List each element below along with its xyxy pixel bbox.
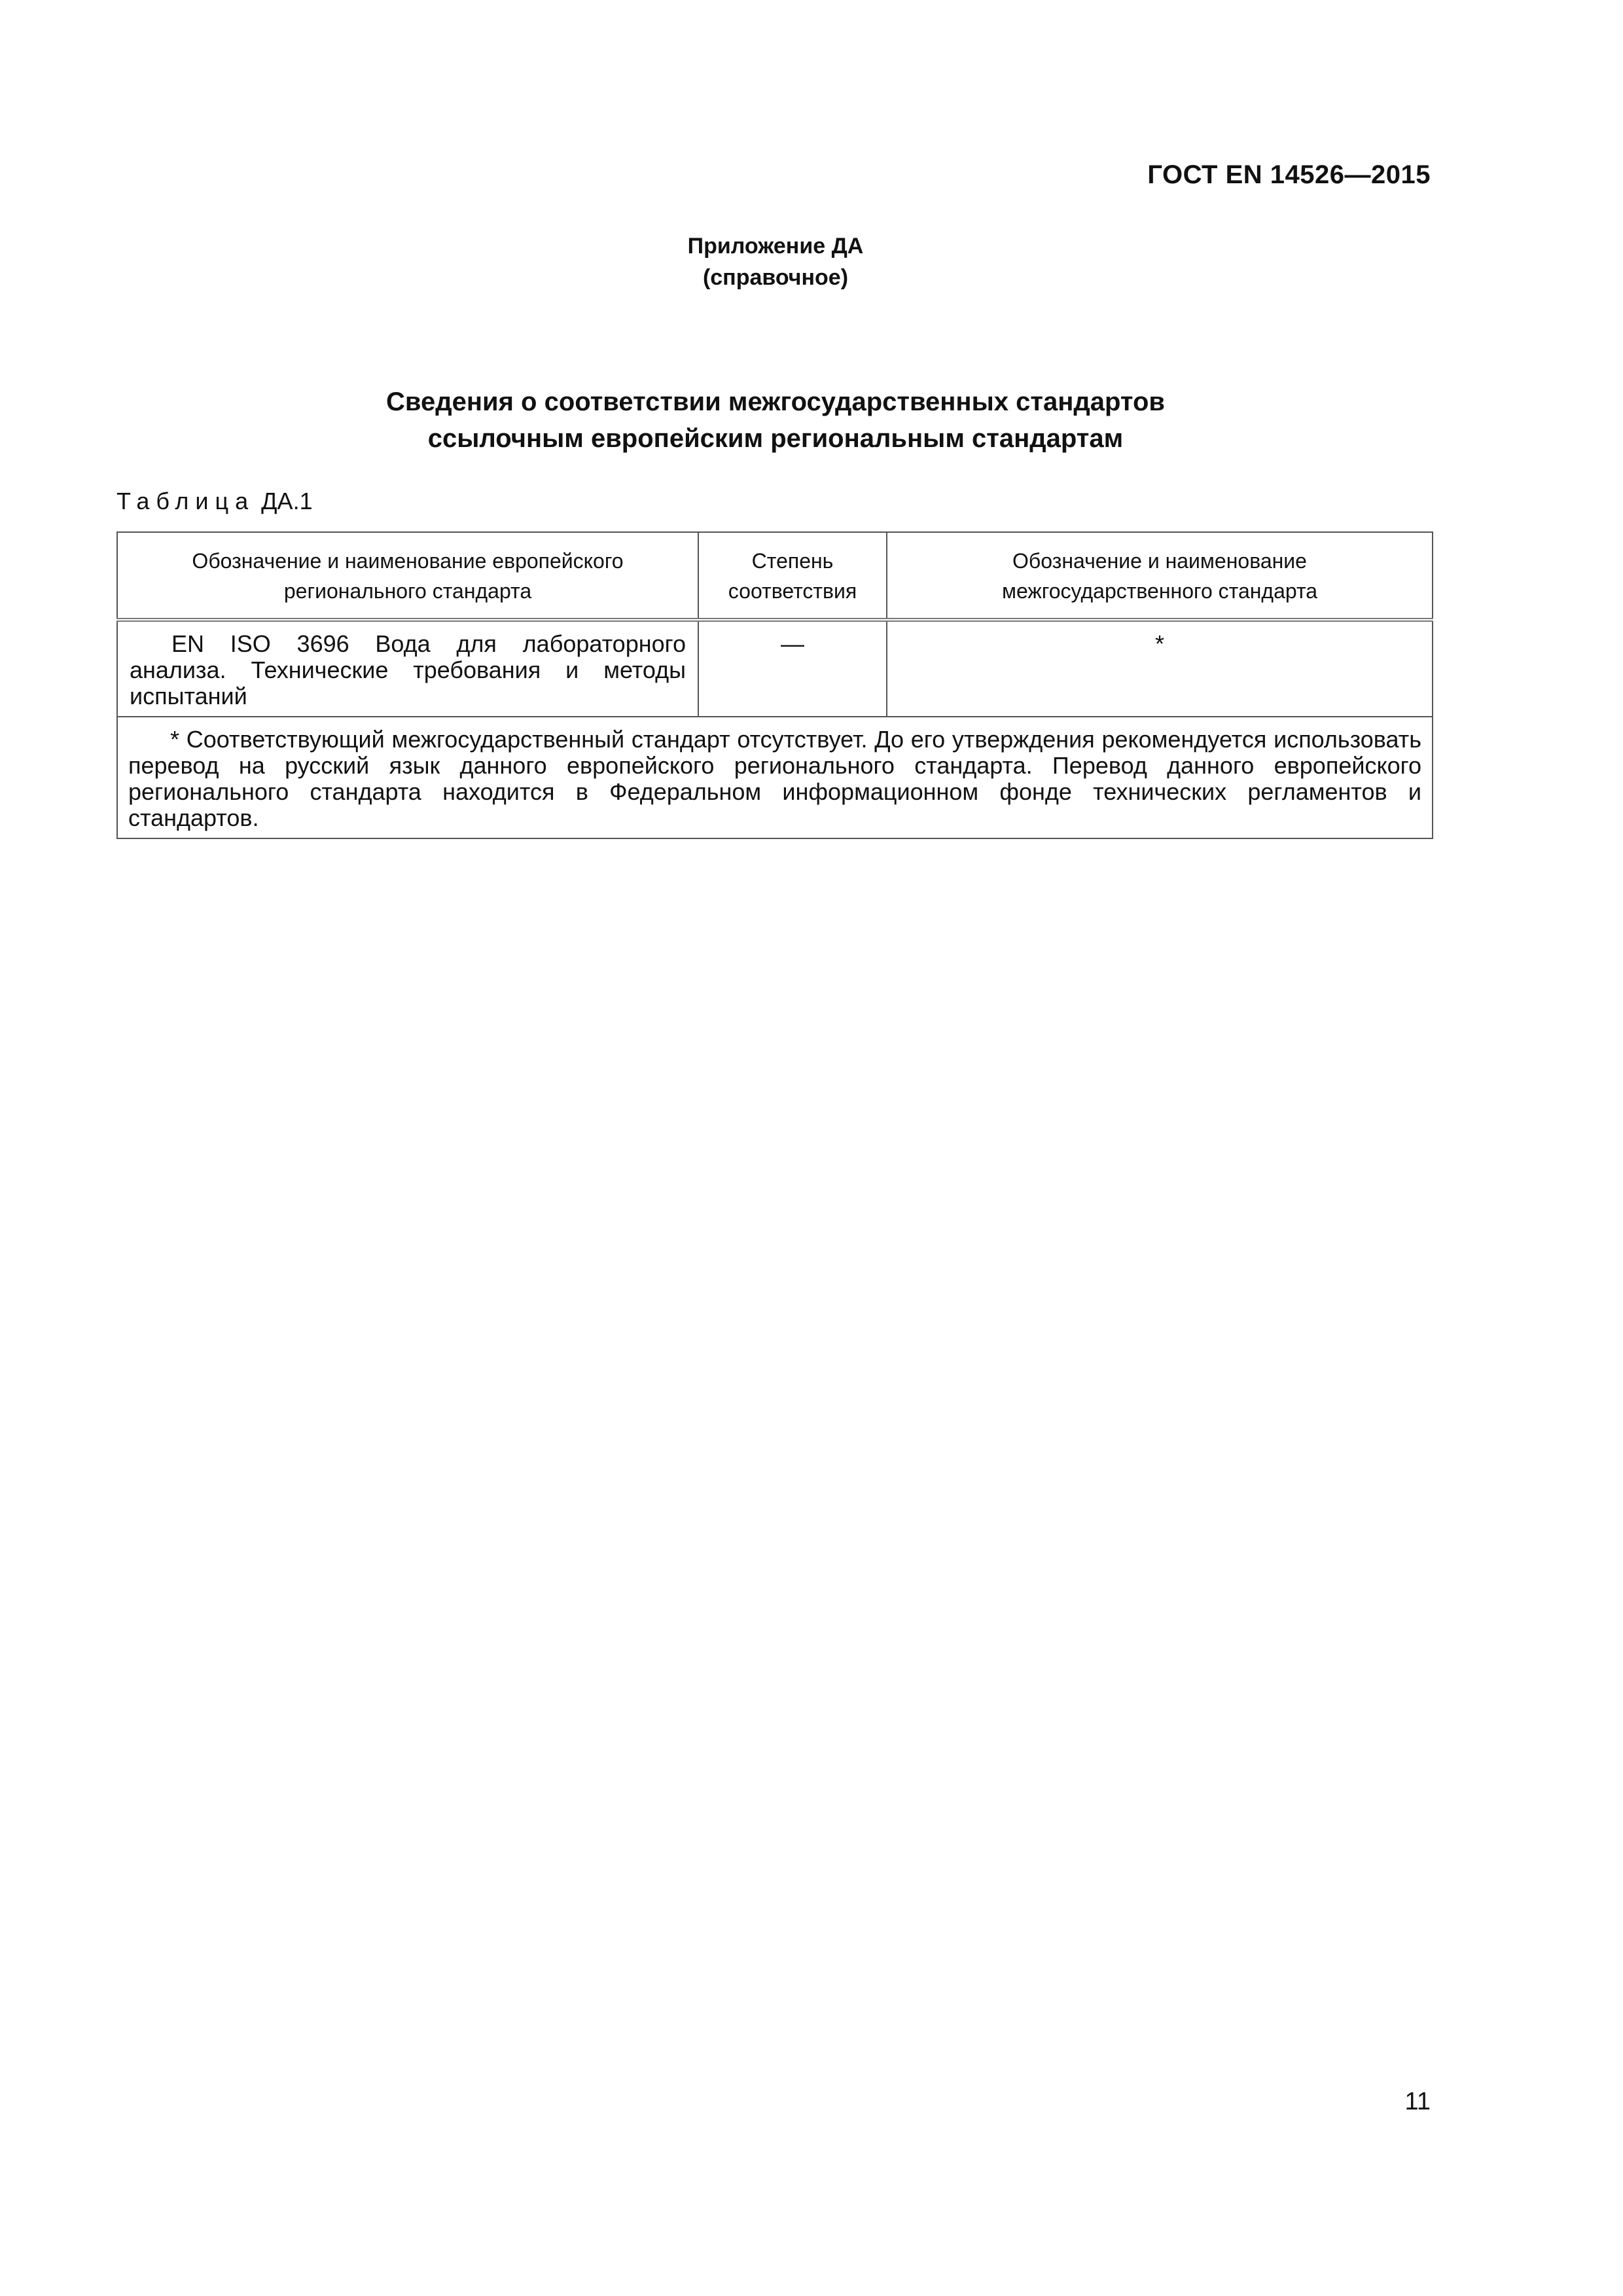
table-label-prefix: Таблица — [116, 488, 255, 514]
header-col1-line-1: Обозначение и наименование европейского — [192, 549, 624, 573]
table-footnote — [117, 717, 1433, 838]
header-col1-line-2: регионального стандарта — [283, 579, 532, 603]
table-footnote-row — [117, 717, 1433, 838]
header-degree — [698, 532, 887, 620]
correspondence-table — [116, 531, 1433, 839]
table-row — [117, 620, 1433, 717]
header-european-standard — [117, 532, 698, 620]
header-col2-line-2: соответствия — [728, 579, 857, 603]
header-col3-line-1: Обозначение и наименование — [1012, 549, 1307, 573]
document-code: ГОСТ EN 14526—2015 — [1147, 160, 1431, 189]
table-label — [116, 488, 313, 515]
section-heading-line-1: Сведения о соответствии межгосударственных стандартов — [386, 387, 1165, 416]
appendix-title: Приложение ДА — [687, 234, 864, 259]
header-interstate-standard — [887, 532, 1433, 620]
section-heading-line-2: ссылочным европейским региональным стандартам — [427, 424, 1124, 453]
table-label-number: ДА.1 — [261, 488, 313, 514]
section-heading — [0, 384, 1551, 457]
appendix-title-block — [0, 230, 1551, 293]
cell-european-standard — [117, 620, 698, 717]
page-number: 11 — [1404, 2088, 1431, 2115]
footnote-text: * Соответствующий межгосударственный стандарт отсутствует. До его утверждения рекомендуется использовать перевод на русский язык данного европейского регионального стандарта. Перевод данного европейского регионального стандарта находится в Федеральном информационном фонде технических регламентов и стандартов. — [128, 726, 1421, 831]
header-col2-line-1: Степень — [751, 549, 834, 573]
header-col3-line-2: межгосударственного стандарта — [1001, 579, 1318, 603]
table-header-row — [117, 532, 1433, 620]
european-standard-text: EN ISO 3696 Вода для лабораторного анализа. Технические требования и методы испытаний — [130, 630, 686, 709]
cell-interstate-standard: * — [887, 620, 1433, 717]
appendix-subtitle: (справочное) — [702, 265, 849, 290]
cell-degree: — — [698, 620, 887, 717]
